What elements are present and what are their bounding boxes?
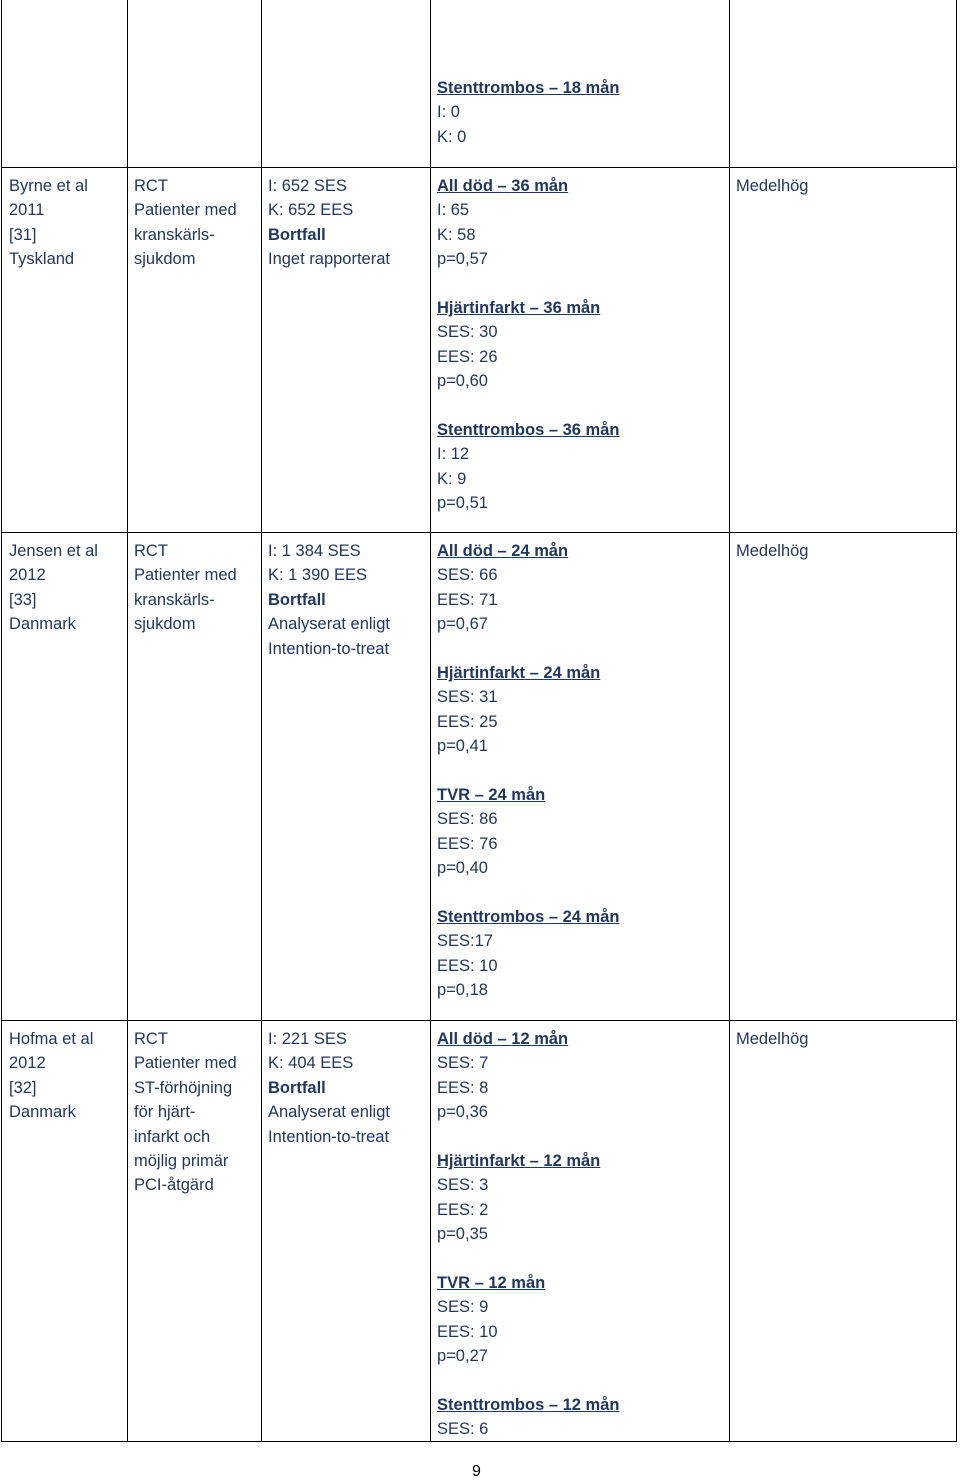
study-quality: Medelhög xyxy=(736,177,809,195)
outcome-value: K: 0 xyxy=(437,127,467,146)
outcome-value: p=0,35 xyxy=(437,1225,488,1244)
outcome-value: SES:17 xyxy=(437,932,493,951)
outcome-heading: All död – 36 mån xyxy=(437,177,569,195)
outcome-value: EES: 25 xyxy=(437,712,498,731)
study-design: RCT xyxy=(134,177,168,195)
population-line: Patienter med xyxy=(134,201,237,220)
study-design: RCT xyxy=(134,542,168,560)
outcome-value: SES: 30 xyxy=(437,323,498,342)
dropout-text: Analyserat enligt xyxy=(268,615,390,634)
column-divider xyxy=(729,0,730,1442)
population-line: infarkt och xyxy=(134,1127,211,1146)
outcome-value: K: 58 xyxy=(437,225,476,244)
outcome-value: p=0,41 xyxy=(437,737,488,756)
intervention-group: I: 1 384 SES xyxy=(268,542,361,560)
row-divider xyxy=(1,532,957,533)
study-author: Byrne et al xyxy=(9,177,88,195)
outcome-heading: TVR – 12 mån xyxy=(437,1274,546,1293)
outcome-heading: TVR – 24 mån xyxy=(437,786,546,805)
study-country: Danmark xyxy=(9,615,76,634)
outcome-value: p=0,40 xyxy=(437,859,488,878)
outcome-value: p=0,57 xyxy=(437,250,488,269)
page-number: 9 xyxy=(472,1463,481,1480)
groups-cell xyxy=(268,174,390,272)
population-line: kranskärls- xyxy=(134,225,215,244)
dropout-text: Intention-to-treat xyxy=(268,639,390,658)
row-divider xyxy=(1,1020,957,1021)
outcome-heading: Stenttrombos – 12 mån xyxy=(437,1396,620,1415)
population-line: för hjärt- xyxy=(134,1103,196,1122)
outcome-value: EES: 26 xyxy=(437,347,498,366)
outcome-heading: Hjärtinfarkt – 36 mån xyxy=(437,299,601,318)
study-country: Danmark xyxy=(9,1103,76,1122)
outcome-heading: All död – 24 mån xyxy=(437,542,569,560)
study-country: Tyskland xyxy=(9,250,75,269)
outcome-value: I: 12 xyxy=(437,445,470,464)
groups-cell xyxy=(268,1027,390,1149)
study-year: 2012 xyxy=(9,566,46,585)
outcome-cell xyxy=(437,174,619,516)
study-quality: Medelhög xyxy=(736,1030,809,1048)
design-cell xyxy=(134,1027,237,1198)
outcome-cell xyxy=(437,76,619,149)
groups-cell xyxy=(268,539,390,661)
outcome-value: SES: 86 xyxy=(437,810,498,829)
outcome-value: EES: 10 xyxy=(437,956,498,975)
outcome-heading: Stenttrombos – 18 mån xyxy=(437,79,620,97)
outcome-heading: Hjärtinfarkt – 24 mån xyxy=(437,664,601,683)
study-cell xyxy=(9,174,88,272)
population-line: sjukdom xyxy=(134,615,196,634)
outcome-value: EES: 2 xyxy=(437,1200,489,1219)
outcome-value: EES: 8 xyxy=(437,1078,489,1097)
intervention-group: I: 221 SES xyxy=(268,1030,347,1048)
population-line: möjlig primär xyxy=(134,1152,229,1171)
study-reference: [32] xyxy=(9,1078,37,1097)
table-border-right xyxy=(956,0,957,1442)
outcome-value: p=0,67 xyxy=(437,615,488,634)
control-group: K: 652 EES xyxy=(268,201,354,220)
column-divider xyxy=(127,0,128,1442)
control-group: K: 404 EES xyxy=(268,1054,354,1073)
outcome-value: p=0,36 xyxy=(437,1103,488,1122)
population-line: kranskärls- xyxy=(134,590,215,609)
outcome-heading: Stenttrombos – 36 mån xyxy=(437,421,620,440)
outcome-value: p=0,60 xyxy=(437,372,488,391)
population-line: Patienter med xyxy=(134,566,237,585)
intervention-group: I: 652 SES xyxy=(268,177,347,195)
dropout-text: Intention-to-treat xyxy=(268,1127,390,1146)
outcome-cell xyxy=(437,1027,619,1442)
study-quality: Medelhög xyxy=(736,542,809,560)
outcome-value: p=0,51 xyxy=(437,494,488,513)
outcome-value: SES: 66 xyxy=(437,566,498,585)
outcome-value: SES: 31 xyxy=(437,688,498,707)
study-reference: [31] xyxy=(9,225,37,244)
quality-cell xyxy=(736,1027,808,1051)
study-year: 2011 xyxy=(9,201,45,220)
study-cell xyxy=(9,539,98,637)
outcome-value: I: 0 xyxy=(437,103,460,122)
outcome-value: SES: 3 xyxy=(437,1176,489,1195)
column-divider xyxy=(261,0,262,1442)
outcome-value: SES: 9 xyxy=(437,1298,489,1317)
design-cell xyxy=(134,174,237,272)
outcome-value: I: 65 xyxy=(437,201,470,220)
outcome-value: K: 9 xyxy=(437,469,467,488)
dropout-text: Inget rapporterat xyxy=(268,250,390,269)
dropout-label: Bortfall xyxy=(268,225,326,244)
outcome-value: SES: 6 xyxy=(437,1420,489,1439)
population-line: Patienter med xyxy=(134,1054,237,1073)
quality-cell xyxy=(736,174,808,198)
outcome-value: EES: 10 xyxy=(437,1322,498,1341)
table-border-left xyxy=(1,0,2,1442)
outcome-heading: Stenttrombos – 24 mån xyxy=(437,908,620,927)
population-line: sjukdom xyxy=(134,250,196,269)
design-cell xyxy=(134,539,237,637)
outcome-value: p=0,18 xyxy=(437,981,488,1000)
population-line: ST-förhöjning xyxy=(134,1078,233,1097)
study-author: Hofma et al xyxy=(9,1030,94,1048)
dropout-label: Bortfall xyxy=(268,590,326,609)
outcome-cell xyxy=(437,539,619,1003)
outcome-heading: All död – 12 mån xyxy=(437,1030,569,1048)
study-reference: [33] xyxy=(9,590,37,609)
study-cell xyxy=(9,1027,93,1125)
outcome-value: EES: 71 xyxy=(437,590,498,609)
study-design: RCT xyxy=(134,1030,168,1048)
outcome-value: EES: 76 xyxy=(437,834,498,853)
study-author: Jensen et al xyxy=(9,542,98,560)
outcome-value: p=0,27 xyxy=(437,1347,488,1366)
study-year: 2012 xyxy=(9,1054,46,1073)
quality-cell xyxy=(736,539,808,563)
column-divider xyxy=(430,0,431,1442)
row-divider xyxy=(1,167,957,168)
outcome-value: SES: 7 xyxy=(437,1054,489,1073)
control-group: K: 1 390 EES xyxy=(268,566,368,585)
population-line: PCI-åtgärd xyxy=(134,1176,214,1195)
dropout-text: Analyserat enligt xyxy=(268,1103,390,1122)
outcome-heading: Hjärtinfarkt – 12 mån xyxy=(437,1152,601,1171)
dropout-label: Bortfall xyxy=(268,1078,326,1097)
